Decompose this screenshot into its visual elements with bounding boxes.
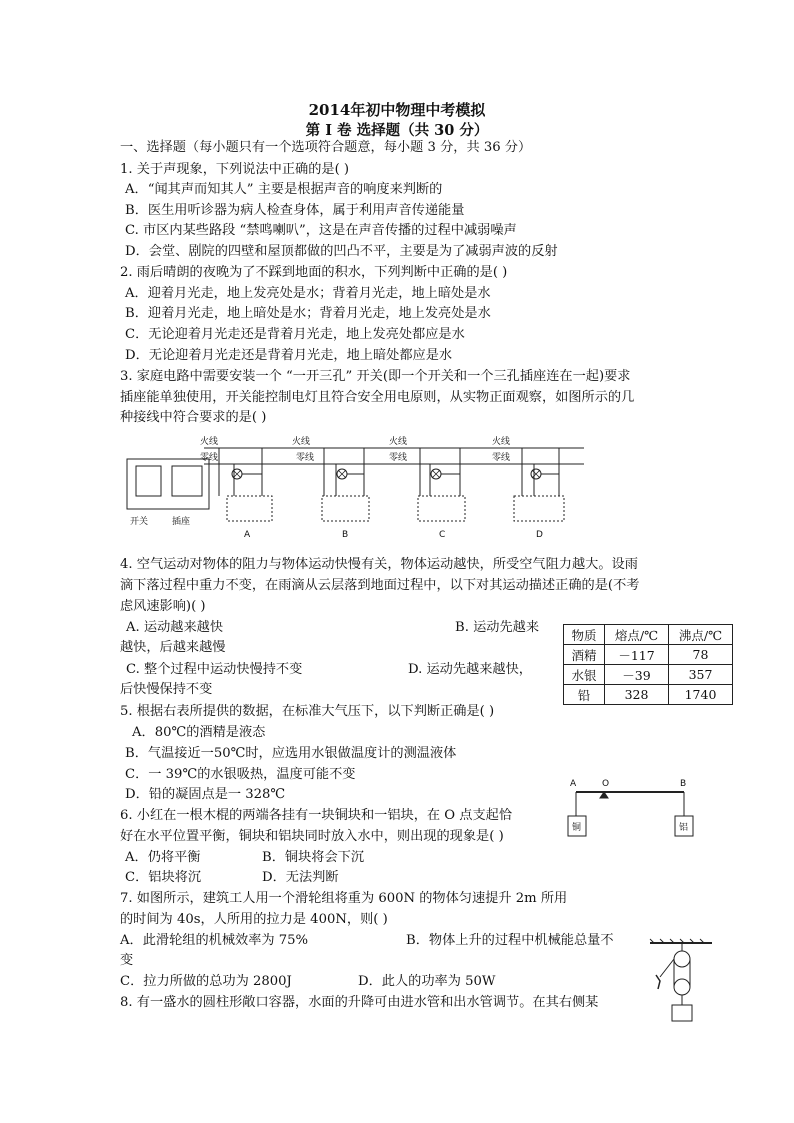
q3-neutral-label-2: 零线 bbox=[296, 453, 315, 463]
q3-label-a: A bbox=[244, 530, 251, 540]
q3-neutral-label-4: 零线 bbox=[492, 453, 511, 463]
exam-title: 2014年初中物理中考模拟 bbox=[308, 101, 486, 119]
q4-line-2: 滴下落过程中重力不变，在雨滴从云层落到地面过程中，以下对其运动描述正确的是(不考 bbox=[120, 578, 640, 593]
q4-option-b-1: B. 运动先越来 bbox=[455, 620, 540, 635]
table-cell: 78 bbox=[669, 645, 733, 665]
q6-copper-label: 铜 bbox=[572, 823, 582, 833]
q2-option-a: A．迎着月光走，地上发亮处是水；背着月光走，地上暗处是水 bbox=[125, 286, 491, 301]
q4-option-b-2: 越快，后越来越慢 bbox=[120, 640, 226, 655]
q7-line-1: 7. 如图所示，建筑工人用一个滑轮组将重为 600N 的物体匀速提升 2m 所用 bbox=[120, 891, 568, 906]
q5-option-b: B．气温接近一50℃时，应选用水银做温度计的测温液体 bbox=[125, 746, 457, 761]
q7-option-d: D．此人的功率为 50W bbox=[358, 974, 496, 989]
q4-line-3: 虑风速影响)( ) bbox=[120, 599, 206, 614]
section-heading: 一、选择题（每小题只有一个选项符合题意，每小题 3 分，共 36 分） bbox=[120, 140, 532, 155]
table-row bbox=[564, 645, 733, 665]
q3-label-c: C bbox=[439, 530, 446, 540]
table-cell: －39 bbox=[605, 665, 669, 685]
q4-option-c: C. 整个过程中运动快慢持不变 bbox=[126, 662, 303, 677]
q3-line-2: 插座能单独使用，开关能控制电灯且符合安全用电原则，从实物正面观察，如图所示的几 bbox=[120, 390, 635, 405]
q4-option-d-2: 后快慢保持不变 bbox=[120, 682, 213, 697]
q3-live-label-4: 火线 bbox=[492, 437, 511, 447]
table-header-cell: 熔点/℃ bbox=[605, 625, 669, 645]
q6-aluminum-label: 铝 bbox=[679, 823, 689, 833]
q3-live-label-2: 火线 bbox=[292, 437, 311, 447]
q3-line-1: 3. 家庭电路中需要安装一个 “一开三孔” 开关(即一个开关和一个三孔插座连在一起)要求 bbox=[120, 369, 631, 384]
q7-pulley-figure bbox=[646, 937, 716, 1027]
q3-live-label-3: 火线 bbox=[389, 437, 408, 447]
table-cell: 328 bbox=[605, 685, 669, 705]
q6-option-d: D．无法判断 bbox=[262, 870, 339, 885]
q3-circuit-figure bbox=[124, 434, 594, 544]
q2-option-b: B．迎着月光走，地上暗处是水；背着月光走，地上发亮处是水 bbox=[125, 306, 491, 321]
q7-line-2: 的时间为 40s，人所用的拉力是 400N，则( ) bbox=[120, 912, 388, 927]
q6-line-2: 好在水平位置平衡，铜块和铝块同时放入水中，则出现的现象是( ) bbox=[120, 829, 504, 844]
q5-option-c: C．一 39℃的水银吸热，温度可能不变 bbox=[125, 767, 356, 782]
q6-option-c: C．铝块将沉 bbox=[125, 870, 202, 885]
table-header-cell: 沸点/℃ bbox=[669, 625, 733, 645]
q6-option-a: A．仍将平衡 bbox=[125, 850, 201, 865]
q3-neutral-label-1: 零线 bbox=[200, 453, 219, 463]
q1-option-c: C. 市区内某些路段 “禁鸣喇叭”，这是在声音传播的过程中减弱噪声 bbox=[125, 223, 517, 238]
q2-stem: 2. 雨后晴朗的夜晚为了不踩到地面的积水，下列判断中正确的是( ) bbox=[120, 265, 508, 280]
q2-option-d: D．无论迎着月光走还是背着月光走，地上暗处都应是水 bbox=[125, 348, 453, 363]
q5-stem: 5. 根据右表所提供的数据，在标准大气压下，以下判断正确是( ) bbox=[120, 704, 495, 719]
q7-option-c: C．拉力所做的总功为 2800J bbox=[120, 974, 292, 989]
table-cell: 水银 bbox=[564, 665, 605, 685]
q3-live-label-1: 火线 bbox=[200, 437, 219, 447]
table-cell: －117 bbox=[605, 645, 669, 665]
exam-subtitle: 第 I 卷 选择题（共 30 分） bbox=[305, 122, 489, 139]
q5-option-d: D．铅的凝固点是一 328℃ bbox=[125, 787, 286, 802]
q6-point-b: B bbox=[680, 779, 687, 789]
table-header-row bbox=[564, 625, 733, 645]
q6-option-b: B．铜块将会下沉 bbox=[262, 850, 365, 865]
table-cell: 铅 bbox=[564, 685, 605, 705]
q1-option-d: D．会堂、剧院的四壁和屋顶都做的凹凸不平，主要是为了减弱声波的反射 bbox=[125, 244, 558, 259]
q4-option-a: A. 运动越来越快 bbox=[126, 620, 224, 635]
q3-label-d: D bbox=[536, 530, 543, 540]
q2-option-c: C．无论迎着月光走还是背着月光走，地上发亮处都应是水 bbox=[125, 327, 465, 342]
melting-boiling-table bbox=[563, 624, 733, 705]
table-row bbox=[564, 665, 733, 685]
q6-line-1: 6. 小红在一根木棍的两端各挂有一块铜块和一铝块，在 O 点支起恰 bbox=[120, 808, 513, 823]
q4-option-d-1: D. 运动先越来越快， bbox=[408, 662, 532, 677]
q1-option-a: A．“闻其声而知其人” 主要是根据声音的响度来判断的 bbox=[125, 182, 443, 197]
q7-option-b-2: 变 bbox=[120, 953, 134, 968]
q6-point-o: O bbox=[602, 779, 610, 789]
q3-neutral-label-3: 零线 bbox=[389, 453, 408, 463]
table-cell: 1740 bbox=[669, 685, 733, 705]
q4-line-1: 4. 空气运动对物体的阻力与物体运动快慢有关，物体运动越快，所受空气阻力越大。设雨 bbox=[120, 557, 638, 572]
q1-option-b: B．医生用听诊器为病人检查身体，属于利用声音传递能量 bbox=[125, 203, 465, 218]
q5-option-a: A．80℃的酒精是液态 bbox=[132, 725, 266, 740]
q1-stem: 1. 关于声现象，下列说法中正确的是( ) bbox=[120, 162, 350, 177]
table-row bbox=[564, 685, 733, 705]
table-header-cell: 物质 bbox=[564, 625, 605, 645]
q8-line-1: 8. 有一盛水的圆柱形敞口容器，水面的升降可由进水管和出水管调节。在其右侧某 bbox=[120, 995, 599, 1010]
table-cell: 357 bbox=[669, 665, 733, 685]
q7-option-a: A．此滑轮组的机械效率为 75% bbox=[120, 933, 309, 948]
q3-socket-label: 插座 bbox=[172, 517, 191, 527]
q3-switch-label: 开关 bbox=[130, 517, 149, 527]
q6-point-a: A bbox=[570, 779, 577, 789]
table-cell: 酒精 bbox=[564, 645, 605, 665]
q7-option-b-1: B．物体上升的过程中机械能总量不 bbox=[406, 933, 614, 948]
q6-lever-figure bbox=[566, 776, 696, 846]
q3-line-3: 种接线中符合要求的是( ) bbox=[120, 410, 267, 425]
q3-label-b: B bbox=[342, 530, 349, 540]
